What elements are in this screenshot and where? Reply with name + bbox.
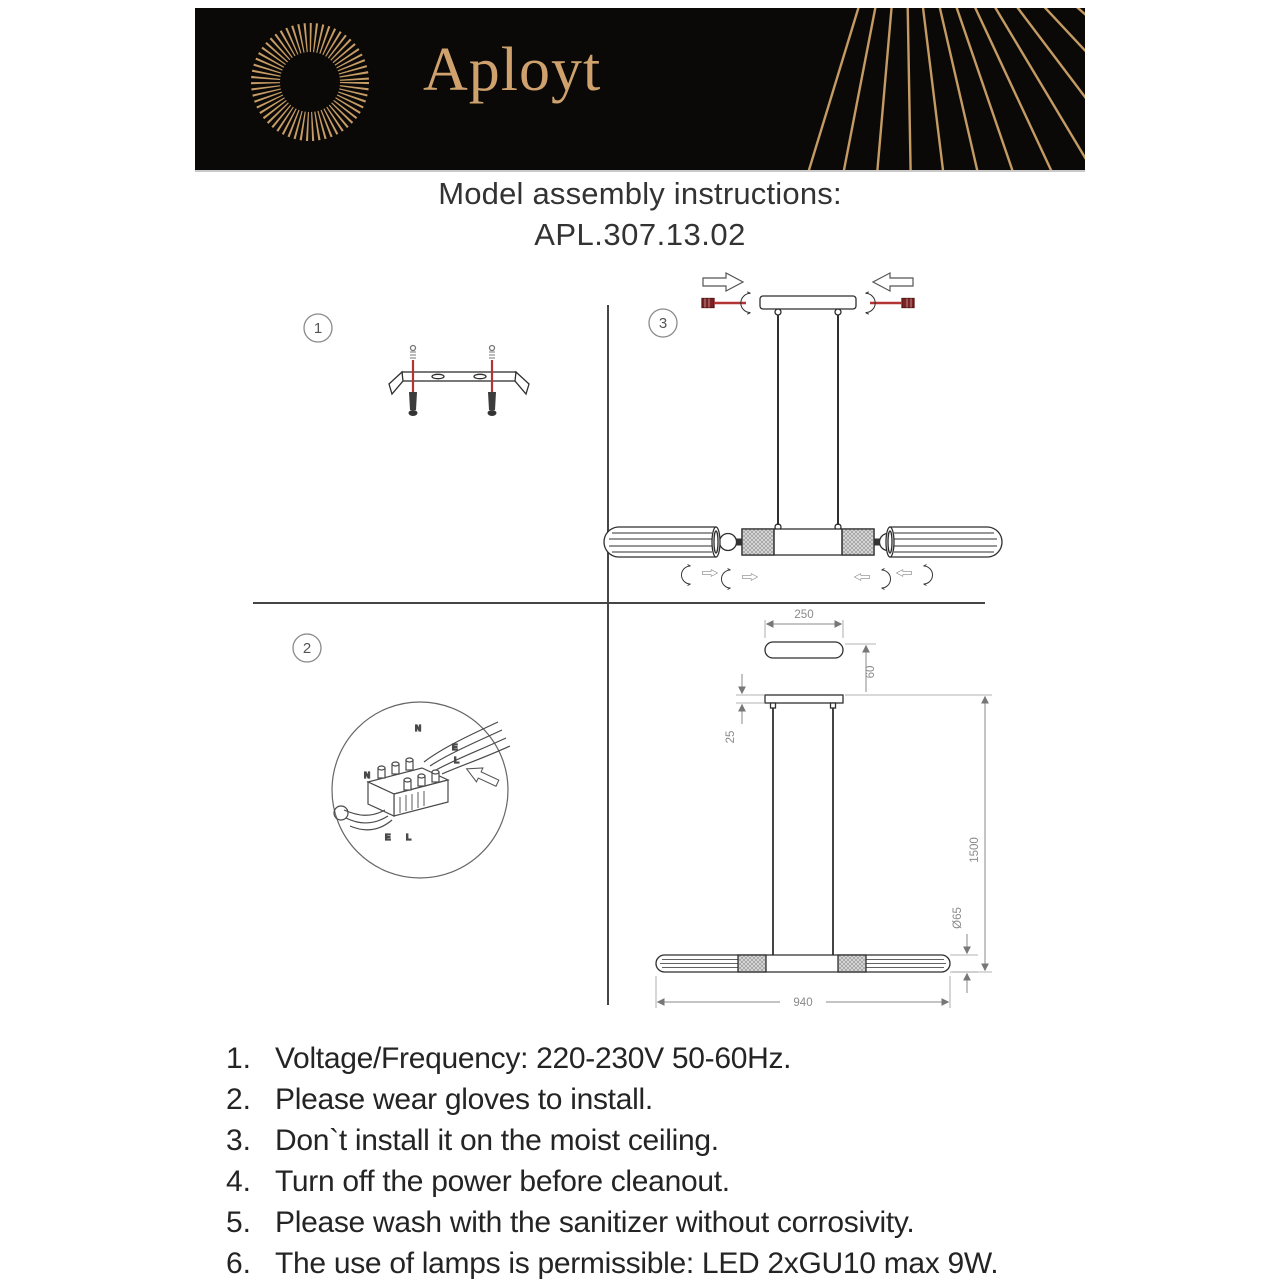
dim-fixture-width: 940 [793, 997, 813, 1009]
item-text: Don`t install it on the moist ceiling. [275, 1124, 719, 1157]
lamp-body [742, 529, 874, 555]
rotate-icon [854, 569, 890, 590]
list-item [205, 1124, 1165, 1165]
dim-canopy-width: 250 [794, 609, 814, 621]
insert-arrow-icon [463, 762, 500, 790]
svg-text:2: 2 [302, 640, 312, 657]
side-screw-icon [702, 299, 746, 308]
cylindrical-shade [604, 527, 720, 557]
item-number: 6. [225, 1247, 251, 1280]
svg-text:E: E [385, 832, 391, 842]
canopy [760, 296, 856, 309]
list-item [205, 1042, 1165, 1083]
step2-badge [293, 634, 321, 662]
item-text: Please wash with the sanitizer without corrosivity. [275, 1206, 915, 1239]
svg-text:E: E [452, 742, 458, 752]
list-item [205, 1165, 1165, 1206]
wire [430, 730, 502, 766]
terminal-block-icon [368, 758, 448, 816]
svg-text:1: 1 [313, 320, 323, 337]
canopy-front-view [765, 695, 843, 703]
rotate-icon [896, 565, 932, 586]
dimension-drawing [656, 609, 992, 1009]
ray-fan-icon [741, 8, 1085, 170]
dim-canopy-depth: 60 [865, 665, 877, 679]
sunburst-logo-icon [266, 38, 354, 126]
item-number: 2. [225, 1083, 251, 1116]
step2-wiring-diagram [332, 702, 510, 878]
svg-text:L: L [406, 832, 412, 842]
canopy-top-view [765, 642, 843, 658]
rotate-icon [722, 569, 758, 590]
item-text: Voltage/Frequency: 220-230V 50-60Hz. [275, 1042, 792, 1075]
wire [346, 816, 388, 823]
item-number: 1. [225, 1042, 251, 1075]
instructions-list [205, 1042, 1165, 1288]
wire [436, 738, 506, 770]
stem-connector [771, 703, 776, 708]
wire [344, 810, 385, 815]
gu10-bulb-icon [720, 534, 742, 551]
item-number: 5. [225, 1206, 251, 1239]
dim-drop-height: 1500 [969, 837, 981, 863]
side-screw-icon [870, 299, 914, 308]
stem-connector [831, 703, 836, 708]
push-arrow-icon [703, 273, 743, 291]
push-arrow-icon [873, 273, 913, 291]
list-item [205, 1206, 1165, 1247]
page-title: Model assembly instructions: [438, 176, 842, 211]
rotate-icon [682, 565, 718, 586]
assembly-diagram [180, 260, 1100, 1040]
step3-badge [649, 309, 677, 337]
svg-text:3: 3 [658, 315, 668, 332]
item-number: 3. [225, 1124, 251, 1157]
svg-text:L: L [454, 755, 460, 765]
list-item [205, 1083, 1165, 1124]
brand-banner [195, 8, 1085, 172]
svg-text:N: N [364, 770, 371, 780]
list-item [205, 1247, 1165, 1288]
item-text: Turn off the power before cleanout. [275, 1165, 730, 1198]
item-text: The use of lamps is permissible: LED 2xGU10 max 9W. [275, 1247, 999, 1280]
dim-stem-offset: 25 [725, 730, 737, 744]
item-number: 4. [225, 1165, 251, 1198]
svg-text:N: N [415, 723, 422, 733]
grommet-icon [334, 806, 348, 820]
title-block [0, 176, 1280, 253]
brand-name: Aployt [423, 36, 602, 104]
banner-graphics [195, 8, 1085, 170]
dim-shade-diameter: Ø65 [952, 907, 964, 929]
item-text: Please wear gloves to install. [275, 1083, 653, 1116]
step1-badge [304, 314, 332, 342]
step1-bracket-diagram [389, 346, 529, 417]
cylindrical-shade [886, 527, 1002, 557]
model-number: APL.307.13.02 [534, 217, 746, 252]
